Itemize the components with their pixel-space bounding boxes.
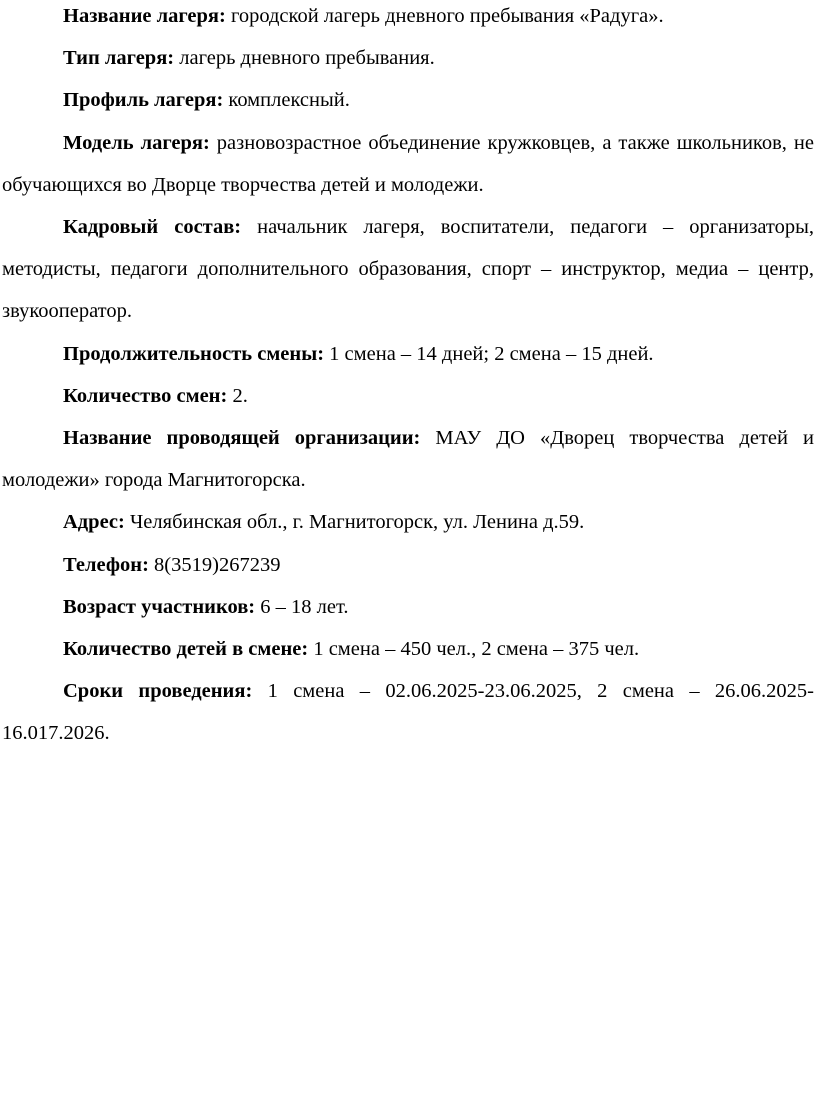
staff-label: Кадровый состав: (63, 216, 242, 239)
address-label: Адрес: (63, 511, 125, 534)
organization-value: МАУ ДО «Дворец творчества детей и молодежи» города Магнитогорска. (2, 427, 814, 492)
address-paragraph (2, 501, 814, 543)
camp-type-label: Тип лагеря: (63, 47, 175, 70)
address-value: Челябинская обл., г. Магнитогорск, ул. Ленина д.59. (124, 511, 585, 534)
children-count-paragraph (2, 628, 814, 670)
organization-label: Название проводящей организации: (63, 427, 421, 450)
camp-name-value: городской лагерь дневного пребывания «Радуга». (225, 5, 664, 27)
camp-name-paragraph (2, 0, 814, 37)
camp-model-paragraph (2, 122, 814, 206)
age-value: 6 – 18 лет. (255, 595, 349, 618)
children-count-value: 1 смена – 450 чел., 2 смена – 375 чел. (308, 638, 640, 661)
dates-label: Сроки проведения: (63, 680, 253, 703)
camp-model-label: Модель лагеря: (63, 131, 210, 154)
phone-paragraph (2, 544, 814, 586)
shift-duration-paragraph (2, 333, 814, 375)
shift-count-paragraph (2, 375, 814, 417)
shift-count-label: Количество смен: (63, 384, 228, 407)
camp-name-label: Название лагеря: (63, 5, 226, 27)
camp-type-value: лагерь дневного пребывания. (174, 47, 435, 70)
dates-paragraph (2, 670, 814, 754)
shift-duration-value: 1 смена – 14 дней; 2 смена – 15 дней. (324, 342, 654, 365)
camp-model-value: разновозрастное объединение кружковцев, а также школьников, не обучающихся во Дворце творчества детей и молодежи. (2, 131, 814, 196)
camp-profile-label: Профиль лагеря: (63, 89, 224, 112)
staff-value: начальник лагеря, воспитатели, педагоги – организаторы, методисты, педагоги дополнительного образования, спорт – инструктор, медиа – центр, звукооператор. (2, 216, 814, 323)
shift-duration-label: Продолжительность смены: (63, 342, 325, 365)
children-count-label: Количество детей в смене: (63, 638, 309, 661)
shift-count-value: 2. (227, 384, 248, 407)
camp-profile-value: комплексный. (223, 89, 350, 112)
camp-type-paragraph (2, 37, 814, 79)
age-paragraph (2, 586, 814, 628)
dates-value: 1 смена – 02.06.2025-23.06.2025, 2 смена – 26.06.2025-16.017.2026. (2, 680, 814, 745)
age-label: Возраст участников: (63, 595, 256, 618)
organization-paragraph (2, 417, 814, 501)
phone-value: 8(3519)267239 (148, 553, 281, 576)
staff-paragraph (2, 206, 814, 333)
camp-profile-paragraph (2, 79, 814, 121)
phone-label: Телефон: (63, 553, 149, 576)
